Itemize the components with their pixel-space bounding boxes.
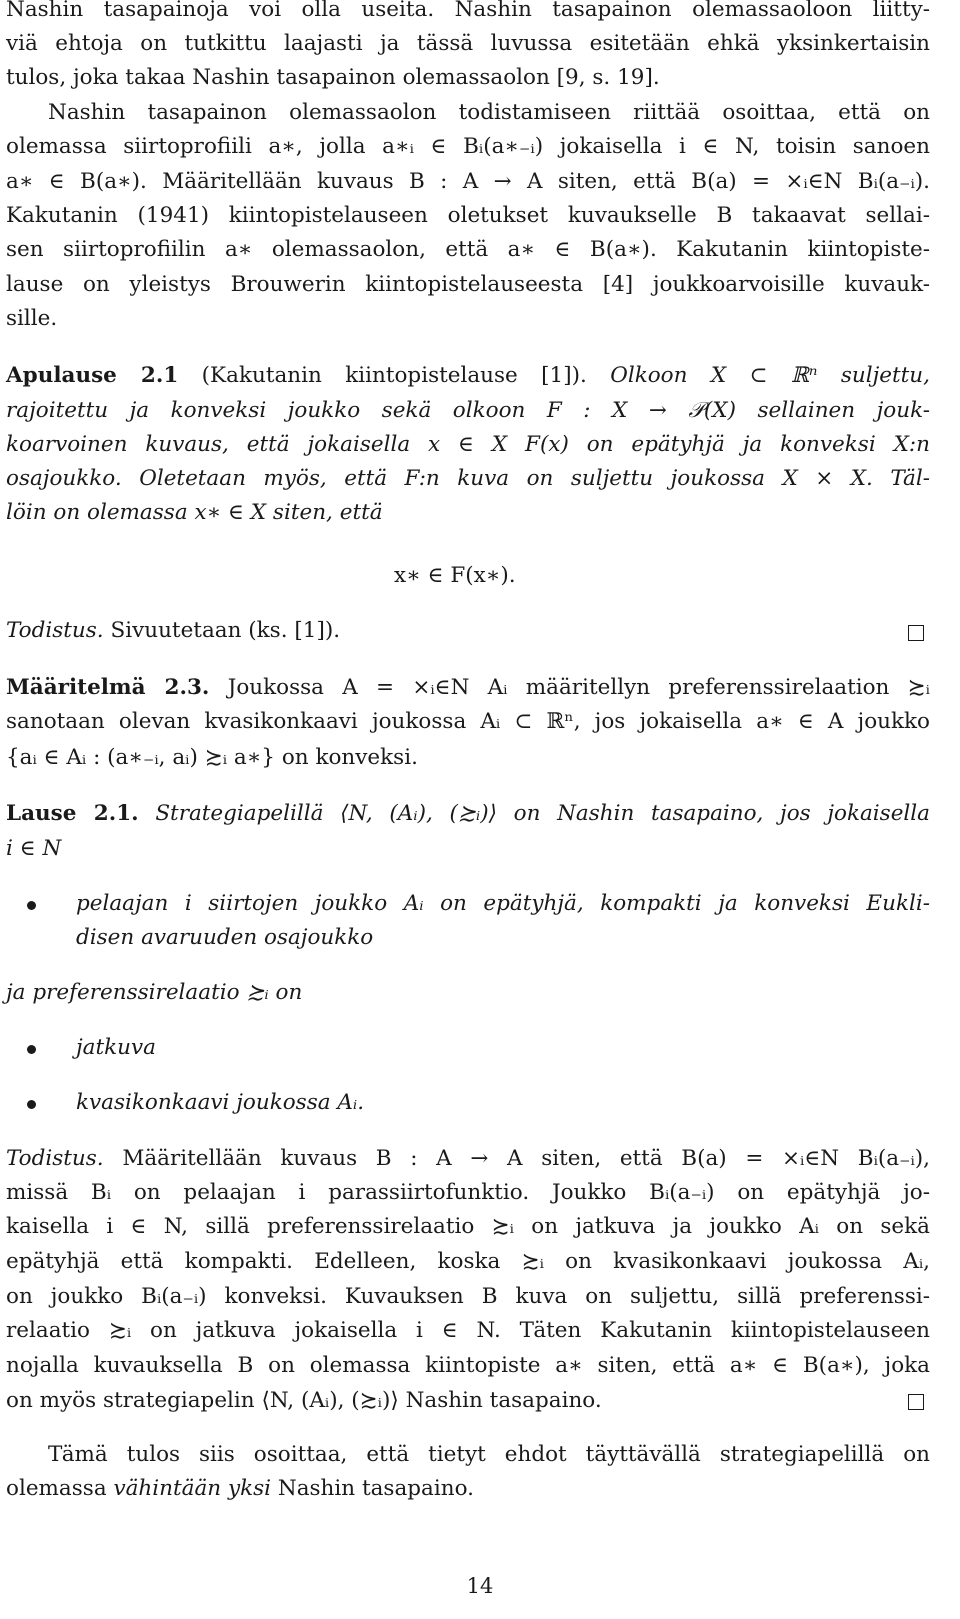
bullet-dot-3 bbox=[27, 1100, 36, 1109]
apulause-attribution: (Kakutanin kiintopistelause [1]). bbox=[178, 363, 587, 388]
bullet-1-line-2: disen avaruuden osajoukko bbox=[76, 925, 374, 950]
proof2-line-5: on joukko Bᵢ(a₋ᵢ) konveksi. Kuvauksen B kuva on suljettu, sillä preferenssi- bbox=[6, 1284, 930, 1309]
maaritelma-line-3: {aᵢ ∈ Aᵢ : (a∗₋ᵢ, aᵢ) ≿ᵢ a∗} on konveksi. bbox=[6, 745, 418, 770]
proof1-text: Sivuutetaan (ks. [1]). bbox=[103, 618, 341, 643]
proof2-line-7: nojalla kuvauksella B on olemassa kiintopiste a∗ siten, että a∗ ∈ B(a∗), joka bbox=[6, 1353, 930, 1378]
lause-line-1 bbox=[6, 798, 930, 830]
conclusion-pre: olemassa bbox=[6, 1476, 114, 1501]
apulause-line-2: rajoitettu ja konveksi joukko sekä olkoon F : X → 𝒫(X) sellainen jouk- bbox=[6, 398, 930, 423]
apulause-line-3: koarvoinen kuvaus, että jokaisella x ∈ X F(x) on epätyhjä ja konveksi X:n bbox=[6, 432, 930, 457]
conclusion-emphasis: vähintään yksi bbox=[113, 1476, 272, 1501]
proof2-line-4: epätyhjä että kompakti. Edelleen, koska ≿ᵢ on kvasikonkaavi joukossa Aᵢ, bbox=[6, 1249, 930, 1274]
maaritelma-text-start: Joukossa A = ×ᵢ∈N Aᵢ määritellyn preferenssirelaation ≿ᵢ bbox=[209, 675, 930, 700]
bullet-3: kvasikonkaavi joukossa Aᵢ. bbox=[76, 1090, 365, 1115]
lause-statement-start: Strategiapelillä ⟨N, (Aᵢ), (≿ᵢ)⟩ on Nashin tasapaino, jos jokaisella bbox=[138, 801, 931, 826]
apulause-statement-start: Olkoon X ⊂ ℝⁿ suljettu, bbox=[586, 363, 930, 388]
proof2-line-1 bbox=[6, 1143, 930, 1175]
proof1-label: Todistus. bbox=[6, 618, 104, 643]
intro-line-1: Nashin tasapainoja voi olla useita. Nashin tasapainon olemassaoloon liitty- bbox=[6, 0, 930, 22]
intro-line-7: Kakutanin (1941) kiintopistelauseen oletukset kuvaukselle B takaavat sellai- bbox=[6, 203, 930, 228]
display-equation: x∗ ∈ F(x∗). bbox=[394, 563, 516, 588]
intro-line-6: a∗ ∈ B(a∗). Määritellään kuvaus B : A → A siten, että B(a) = ×ᵢ∈N Bᵢ(a₋ᵢ). bbox=[6, 169, 930, 194]
proof2-line-2: missä Bᵢ on pelaajan i parassiirtofunktio. Joukko Bᵢ(a₋ᵢ) on epätyhjä jo- bbox=[6, 1180, 930, 1205]
maaritelma-heading: Määritelmä 2.3. bbox=[6, 675, 210, 700]
intro-line-9: lause on yleistys Brouwerin kiintopistelauseesta [4] joukkoarvoisille kuvauk- bbox=[6, 272, 930, 297]
maaritelma-line-1 bbox=[6, 672, 930, 704]
lause-middle-line: ja preferenssirelaatio ≿ᵢ on bbox=[6, 980, 303, 1005]
intro-line-8: sen siirtoprofiilin a∗ olemassaolon, että a∗ ∈ B(a∗). Kakutanin kiintopiste- bbox=[6, 237, 930, 262]
intro-line-5: olemassa siirtoprofiili a∗, jolla a∗ᵢ ∈ Bᵢ(a∗₋ᵢ) jokaisella i ∈ N, toisin sanoen bbox=[6, 134, 930, 159]
proof2-line-6: relaatio ≿ᵢ on jatkuva jokaisella i ∈ N. Täten Kakutanin kiintopistelauseen bbox=[6, 1318, 930, 1343]
conclusion-line-1: Tämä tulos siis osoittaa, että tietyt ehdot täyttävällä strategiapelillä on bbox=[48, 1442, 930, 1467]
lause-heading: Lause 2.1. bbox=[6, 801, 139, 826]
apulause-line-1 bbox=[6, 360, 930, 392]
intro-line-2: viä ehtoja on tutkittu laajasti ja tässä luvussa esitetään ehkä yksinkertaisin bbox=[6, 31, 930, 56]
intro-line-4: Nashin tasapainon olemassaolon todistamiseen riittää osoittaa, että on bbox=[48, 100, 930, 125]
proof2-line-8: on myös strategiapelin ⟨N, (Aᵢ), (≿ᵢ)⟩ Nashin tasapaino. bbox=[6, 1388, 602, 1413]
proof2-text-start: Määritellään kuvaus B : A → A siten, että B(a) = ×ᵢ∈N Bᵢ(a₋ᵢ), bbox=[103, 1146, 930, 1171]
intro-line-3: tulos, joka takaa Nashin tasapainon olemassaolon [9, s. 19]. bbox=[6, 65, 660, 90]
proof1-line bbox=[6, 615, 930, 647]
qed-box-1 bbox=[908, 625, 924, 641]
lause-line-2: i ∈ N bbox=[6, 836, 62, 861]
intro-line-10: sille. bbox=[6, 306, 58, 331]
bullet-dot-1 bbox=[27, 901, 36, 910]
bullet-1-line-1: pelaajan i siirtojen joukko Aᵢ on epätyhjä, kompakti ja konveksi Eukli- bbox=[76, 891, 930, 916]
page-number: 14 bbox=[466, 1574, 494, 1598]
conclusion-line-2 bbox=[6, 1473, 930, 1505]
bullet-2: jatkuva bbox=[76, 1035, 156, 1060]
conclusion-post: Nashin tasapaino. bbox=[271, 1476, 474, 1501]
proof2-label: Todistus. bbox=[6, 1146, 104, 1171]
apulause-line-4: osajoukko. Oletetaan myös, että F:n kuva on suljettu joukossa X × X. Täl- bbox=[6, 466, 930, 491]
maaritelma-line-2: sanotaan olevan kvasikonkaavi joukossa Aᵢ ⊂ ℝⁿ, jos jokaisella a∗ ∈ A joukko bbox=[6, 709, 930, 734]
apulause-line-5: löin on olemassa x∗ ∈ X siten, että bbox=[6, 500, 383, 525]
proof2-line-3: kaisella i ∈ N, sillä preferenssirelaatio ≿ᵢ on jatkuva ja joukko Aᵢ on sekä bbox=[6, 1214, 930, 1239]
apulause-heading: Apulause 2.1 bbox=[6, 363, 179, 388]
bullet-dot-2 bbox=[27, 1045, 36, 1054]
qed-box-2 bbox=[908, 1394, 924, 1410]
